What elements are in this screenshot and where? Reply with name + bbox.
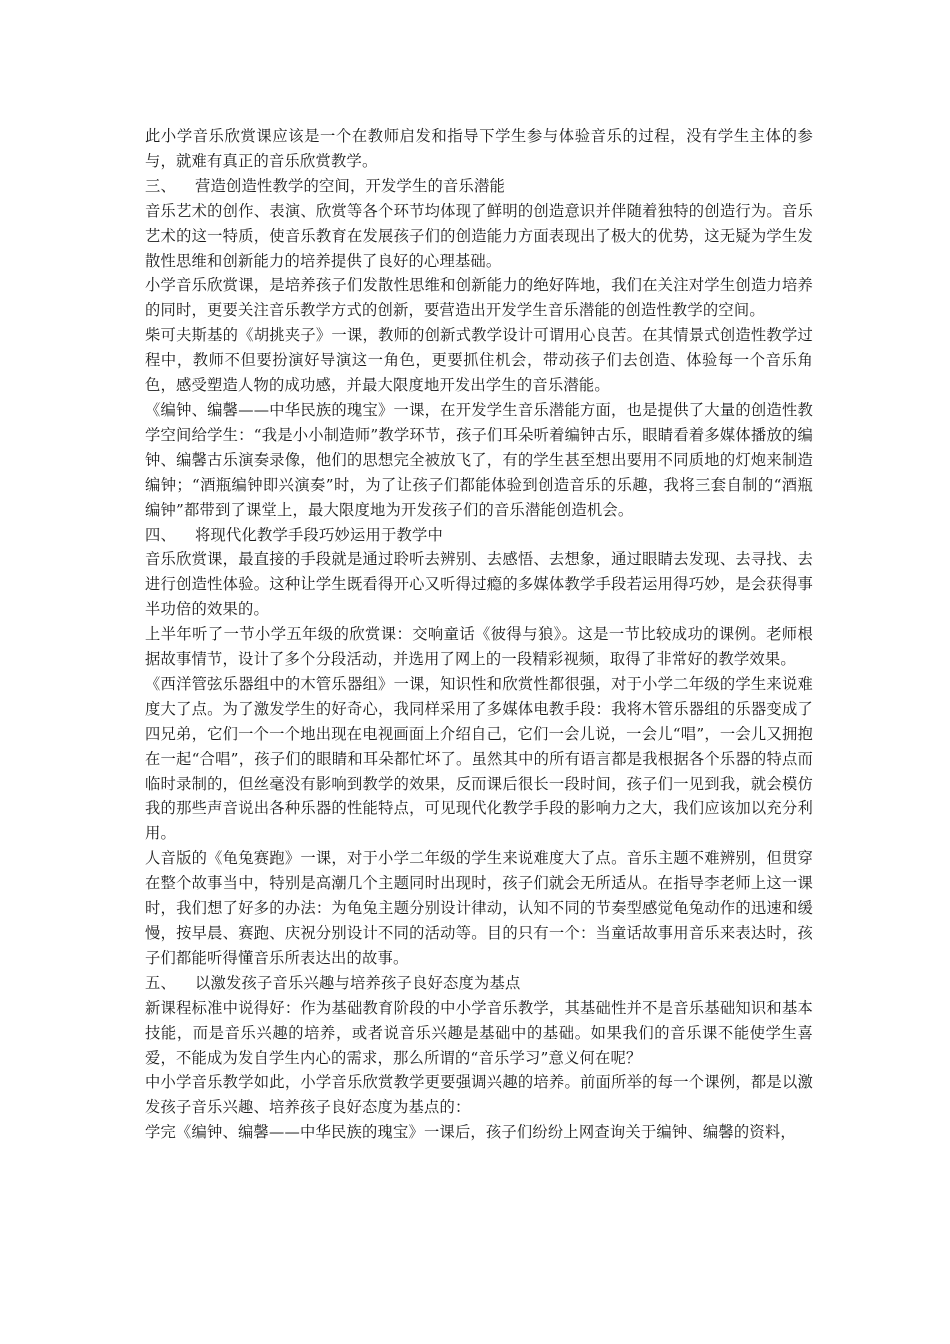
paragraph: 柴可夫斯基的《胡挑夹子》一课，教师的创新式教学设计可谓用心良苦。在其情景式创造性教学过程中，教师不但要扮演好导演这一角色，更要抓住机会，带动孩子们去创造、体验每一个音乐角色，感受塑造人物的成功感，并最大限度地开发出学生的音乐潜能。 <box>145 326 813 395</box>
paragraph: 音乐艺术的创作、表演、欣赏等各个环节均体现了鲜明的创造意识并伴随着独特的创造行为。音乐艺术的这一特质，使音乐教育在发展孩子们的创造能力方面表现出了极大的优势，这无疑为学生发散性思维和创新能力的培养提供了良好的心理基础。 <box>145 201 813 270</box>
paragraph: 上半年听了一节小学五年级的欣赏课：交响童话《彼得与狼》。这是一节比较成功的课例。老师根据故事情节，设计了多个分段活动，并选用了网上的一段精彩视频，取得了非常好的教学效果。 <box>145 625 813 669</box>
paragraph: 学完《编钟、编馨——中华民族的瑰宝》一课后，孩子们纷纷上网查询关于编钟、编馨的资料， <box>145 1123 796 1142</box>
section-title: 营造创造性教学的空间，开发学生的音乐潜能 <box>195 176 505 195</box>
paragraph: 新课程标准中说得好：作为基础教育阶段的中小学音乐教学，其基础性并不是音乐基础知识和基本技能，而是音乐兴趣的培养，或者说音乐兴趣是基础中的基础。如果我们的音乐课不能使学生喜爱，不能成为发自学生内心的需求，那么所谓的“音乐学习”意义何在呢？ <box>145 998 813 1067</box>
paragraph: 音乐欣赏课，最直接的手段就是通过聆听去辨别、去感悟、去想象，通过眼睛去发现、去寻找、去进行创造性体验。这种让学生既看得开心又听得过瘾的多媒体教学手段若运用得巧妙，是会获得事半功倍的效果的。 <box>145 550 813 619</box>
paragraph: 人音版的《龟兔赛跑》一课，对于小学二年级的学生来说难度大了点。音乐主题不难辨别，但贯穿在整个故事当中，特别是高潮几个主题同时出现时，孩子们就会无所适从。在指导李老师上这一课时，我们想了好多的办法：为龟兔主题分别设计律动，认知不同的节奏型感觉龟兔动作的迅速和缓慢，按早晨、赛跑、庆祝分别设计不同的活动等。目的只有一个：当童话故事用音乐来表达时，孩子们都能听得懂音乐所表达出的故事。 <box>145 849 813 967</box>
paragraph: 小学音乐欣赏课，是培养孩子们发散性思维和创新能力的绝好阵地，我们在关注对学生创造力培养的同时，更要关注音乐教学方式的创新，要营造出开发学生音乐潜能的创造性教学的空间。 <box>145 276 813 320</box>
section-number: 五、 <box>145 973 176 992</box>
section-heading <box>145 174 813 199</box>
paragraph: 此小学音乐欣赏课应该是一个在教师启发和指导下学生参与体验音乐的过程，没有学生主体的参与，就难有真正的音乐欣赏教学。 <box>145 127 813 170</box>
paragraph: 《编钟、编馨——中华民族的瑰宝》一课，在开发学生音乐潜能方面，也是提供了大量的创造性教学空间给学生：“我是小小制造师”教学环节，孩子们耳朵听着编钟古乐，眼睛看着多媒体播放的编钟、编馨古乐演奏录像，他们的思想完全被放飞了，有的学生甚至想出要用不同质地的灯炮来制造编钟；“酒瓶编钟即兴演奏”时，为了让孩子们都能体验到创造音乐的乐趣，我将三套自制的“酒瓶编钟”都带到了课堂上，最大限度地为开发孩子们的音乐潜能创造机会。 <box>145 400 813 519</box>
section-title: 将现代化教学手段巧妙运用于教学中 <box>195 525 443 544</box>
section-heading <box>145 971 813 996</box>
document-body <box>145 124 813 1145</box>
section-number: 三、 <box>145 176 176 195</box>
paragraph: 中小学音乐教学如此，小学音乐欣赏教学更要强调兴趣的培养。前面所举的每一个课例，都是以激发孩子音乐兴趣、培养孩子良好态度为基点的： <box>145 1073 813 1117</box>
section-title: 以激发孩子音乐兴趣与培养孩子良好态度为基点 <box>195 973 521 992</box>
section-heading <box>145 523 813 548</box>
section-number: 四、 <box>145 525 176 544</box>
paragraph: 《西洋管弦乐器组中的木管乐器组》一课，知识性和欣赏性都很强，对于小学二年级的学生来说难度大了点。为了激发学生的好奇心，我同样采用了多媒体电教手段：我将木管乐器组的乐器变成了四兄弟，它们一个一个地出现在电视画面上介绍自己，它们一会儿说，一会儿“唱”，一会儿又拥抱在一起“合唱”，孩子们的眼睛和耳朵都忙坏了。虽然其中的所有语言都是我根据各个乐器的特点而临时录制的，但丝毫没有影响到教学的效果，反而课后很长一段时间，孩子们一见到我，就会模仿我的那些声音说出各种乐器的性能特点，可见现代化教学手段的影响力之大，我们应该加以充分利用。 <box>145 674 813 843</box>
